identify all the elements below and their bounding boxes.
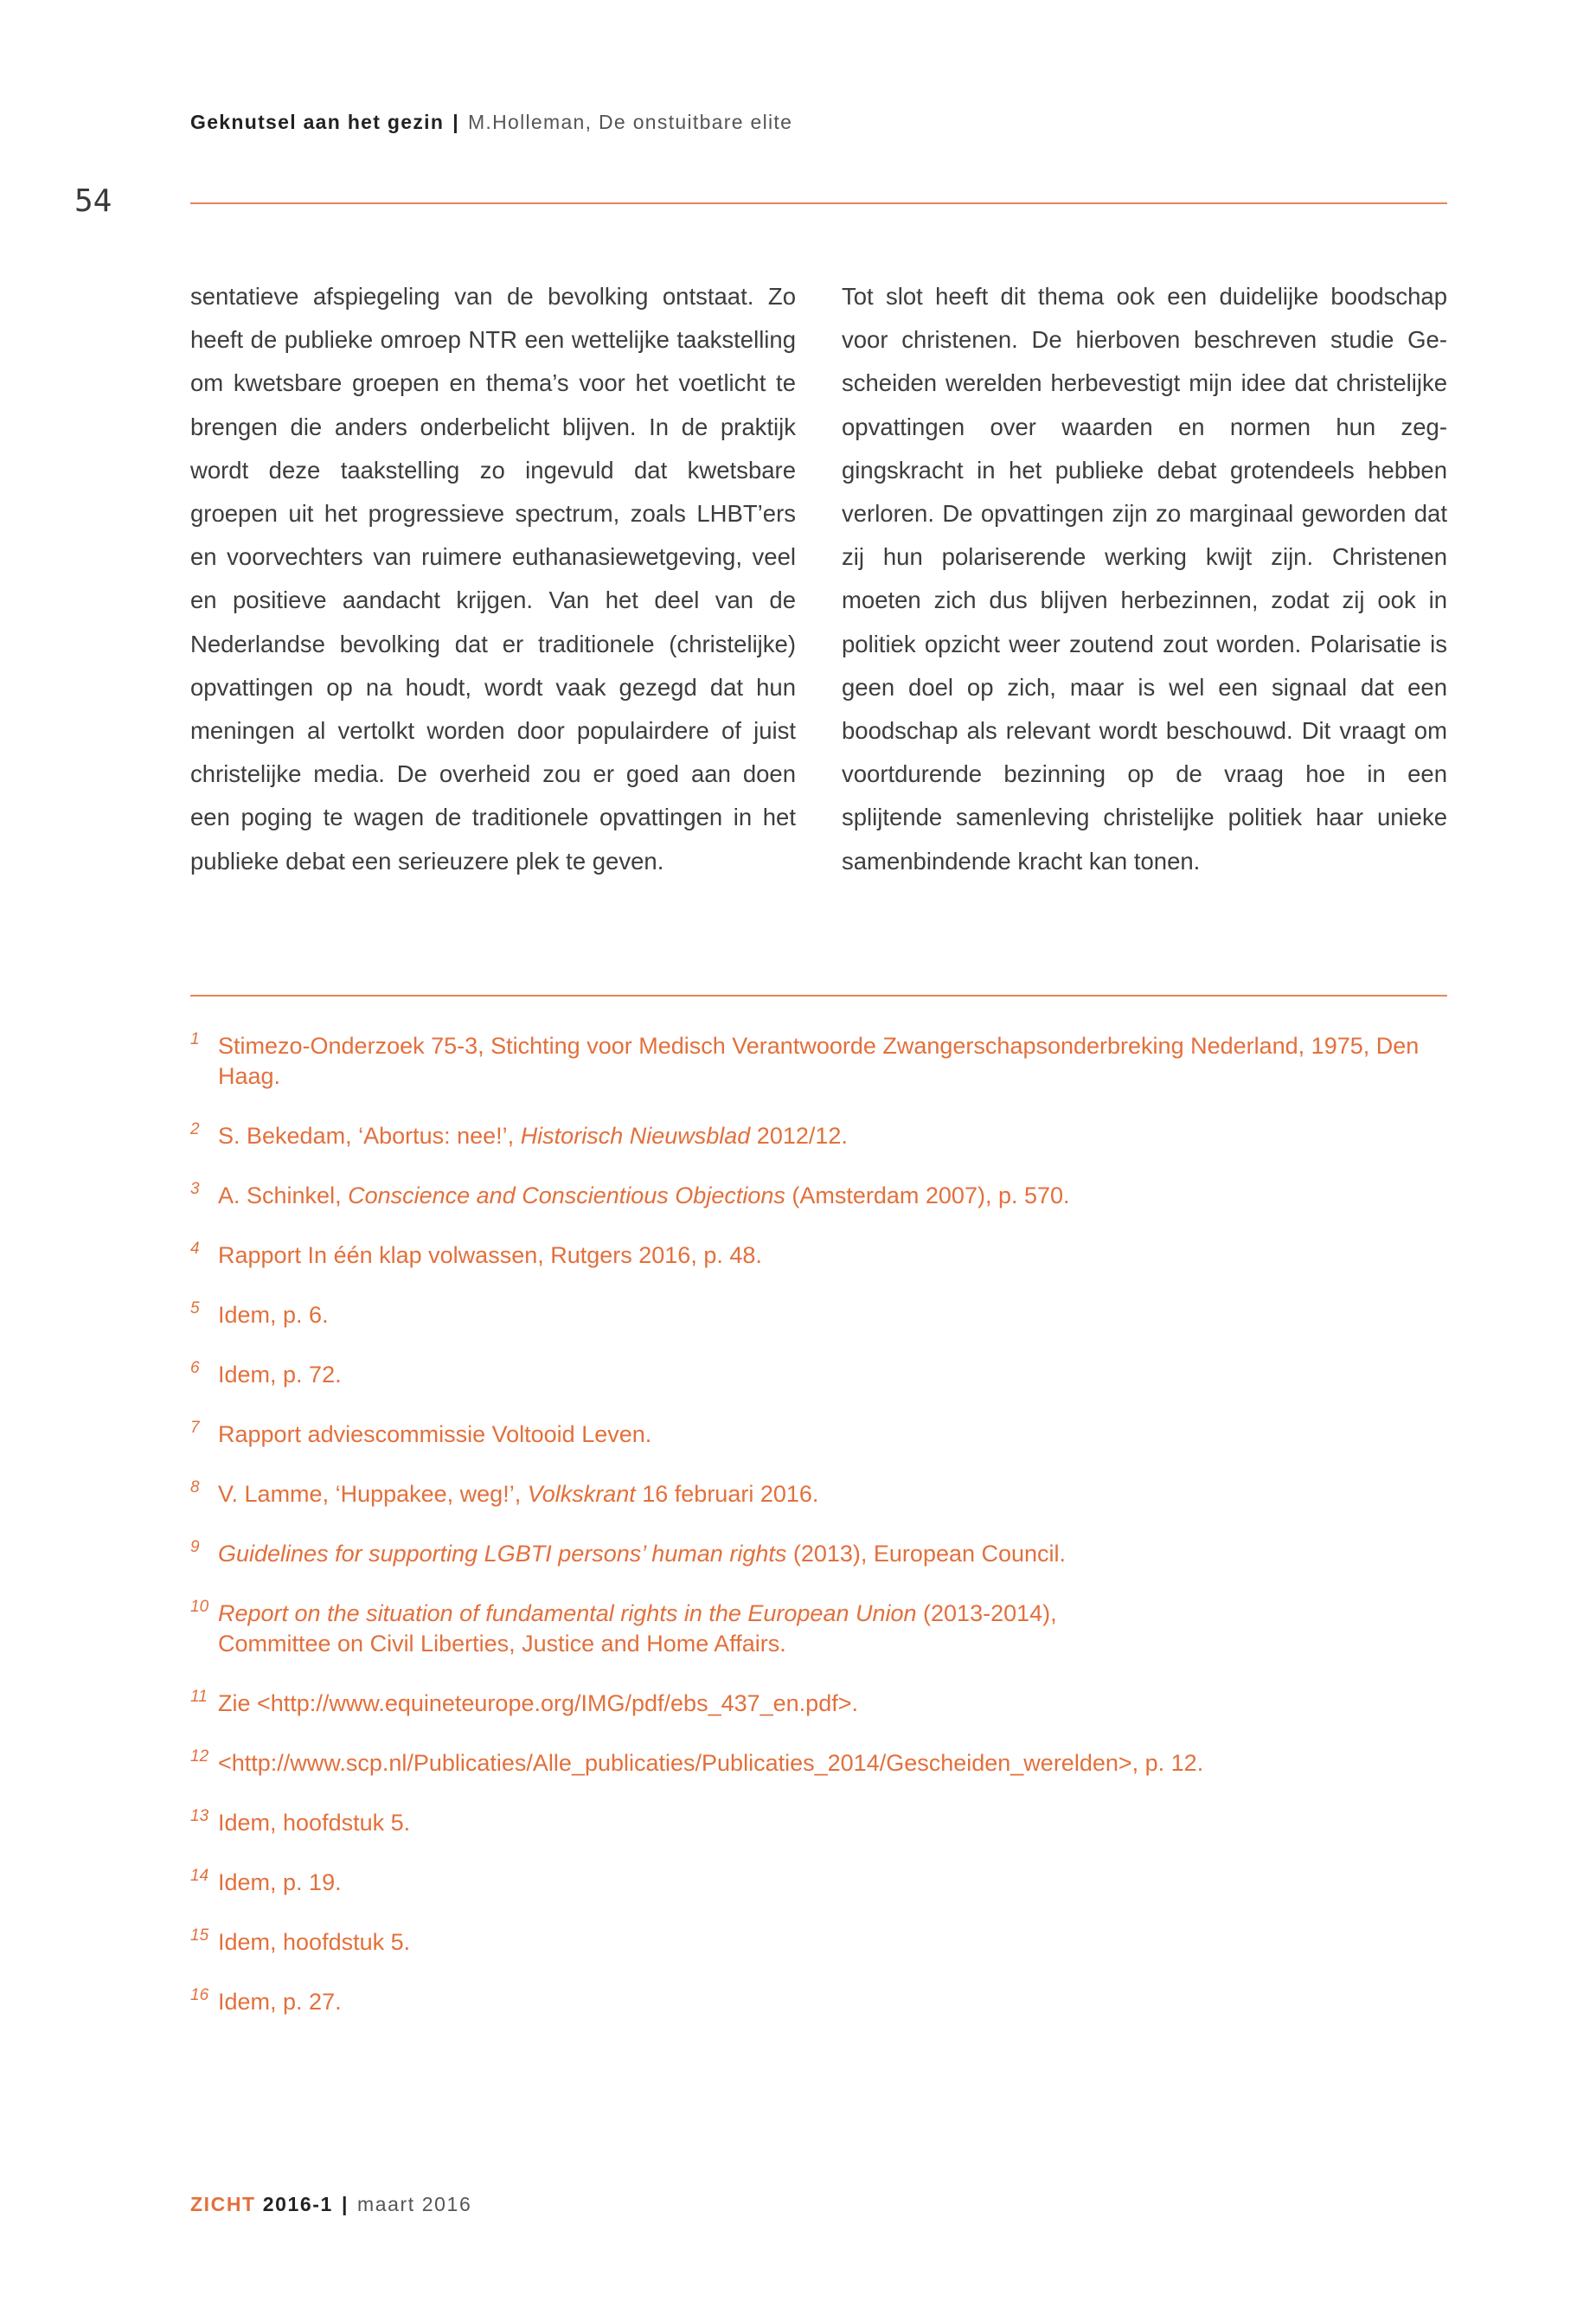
footnote-number: 9 — [190, 1538, 200, 1556]
footnote-title: Volkskrant — [527, 1481, 636, 1507]
footnote-text: S. Bekedam, ‘Abortus: nee!’, — [218, 1123, 521, 1149]
footnote-number: 8 — [190, 1478, 200, 1497]
footnote-item — [190, 1987, 1447, 2017]
footnote-number: 5 — [190, 1299, 200, 1317]
footnote-text: Idem, hoofdstuk 5. — [218, 1929, 411, 1955]
footnote-number: 15 — [190, 1926, 209, 1945]
footnote-text: Idem, p. 27. — [218, 1989, 342, 2015]
footnote-text-end: 16 februari 2016. — [635, 1481, 819, 1507]
footnote-list — [190, 1031, 1447, 2047]
footnote-text: Rapport In één klap volwassen, Rutgers 2016, p. 48. — [218, 1242, 762, 1268]
footnote-item — [190, 1181, 1447, 1211]
footnote-title: Guidelines for supporting LGBTI persons’ human rights — [218, 1541, 787, 1567]
body-column-right — [842, 275, 1447, 883]
footer-magazine-name: ZICHT — [190, 2193, 256, 2215]
footnote-number: 6 — [190, 1359, 200, 1377]
footnote-number: 7 — [190, 1419, 200, 1437]
header-divider — [190, 202, 1447, 204]
running-header — [190, 111, 792, 134]
footnote-text: Zie <http://www.equineteurope.org/IMG/pdf/ebs_437_en.pdf>. — [218, 1690, 858, 1716]
footnote-number: 12 — [190, 1747, 209, 1766]
footnote-number: 1 — [190, 1030, 200, 1048]
header-separator: | — [452, 111, 459, 133]
header-book-title: Geknutsel aan het gezin — [190, 111, 445, 133]
footnote-item — [190, 1420, 1447, 1450]
footnote-item — [190, 1927, 1447, 1958]
footnote-title: Historisch Nieuwsblad — [520, 1123, 751, 1149]
footnote-number: 10 — [190, 1598, 209, 1616]
footnote-title: Report on the situation of fundamental rights in the European Union — [218, 1600, 917, 1626]
footnote-item — [190, 1121, 1447, 1151]
footnote-number: 16 — [190, 1986, 209, 2004]
footnote-text-end: (Amsterdam 2007), p. 570. — [785, 1183, 1070, 1208]
footer-separator: | — [341, 2193, 349, 2215]
footnote-number: 11 — [190, 1688, 208, 1706]
footnote-item — [190, 1868, 1447, 1898]
footnote-text-end: (2013-2014), — [916, 1600, 1057, 1626]
body-column-left — [190, 275, 796, 883]
footnote-number: 14 — [190, 1867, 209, 1885]
footer-date: maart 2016 — [356, 2193, 472, 2215]
footnote-item — [190, 1300, 1447, 1330]
footnote-text-end: 2012/12. — [750, 1123, 848, 1149]
footnote-item — [190, 1748, 1447, 1779]
footnote-text: Idem, p. 19. — [218, 1869, 342, 1895]
running-footer — [190, 2193, 471, 2216]
footnote-item — [190, 1240, 1447, 1271]
footnote-text: V. Lamme, ‘Huppakee, weg!’, — [218, 1481, 528, 1507]
footnote-item — [190, 1031, 1447, 1092]
footnote-item — [190, 1808, 1447, 1838]
footnote-number: 13 — [190, 1807, 209, 1825]
footnote-number: 4 — [190, 1240, 200, 1258]
body-paragraph-right: Tot slot heeft dit thema ook een duidelijke boodschap voor christenen. De hierboven beschreven studie Gescheiden werelden herbevestigt mijn idee dat christelijke opvattingen over waarden en normen hun zeggingskracht in het publieke debat grotendeels hebben verloren. De opvattingen zijn zo marginaal geworden dat zij hun polariserende werking kwijt zijn. Christenen moeten zich dus blijven herbezinnen, zodat zij ook in politiek opzicht weer zoutend zout worden. Polarisatie is geen doel op zich, maar is wel een signaal dat een boodschap als relevant wordt beschouwd. Dit vraagt om voortdurende bezinning op de vraag hoe in een splijtende samenleving christelijke politiek haar unieke samenbindende kracht kan tonen. — [842, 283, 1447, 875]
footnote-text: Stimezo-Onderzoek 75-3, Stichting voor Medisch Verantwoorde Zwangerschapsonderbreking Nederland, 1975, Den Haag. — [218, 1033, 1420, 1089]
footnote-number: 3 — [190, 1180, 200, 1198]
footnote-text: Rapport adviescommissie Voltooid Leven. — [218, 1421, 652, 1447]
footnote-text-end: (2013), European Council. — [786, 1541, 1067, 1567]
footnote-item — [190, 1360, 1447, 1390]
footer-issue: 2016-1 — [262, 2193, 333, 2215]
footnote-divider — [190, 995, 1447, 997]
footnote-title: Conscience and Conscientious Objections — [348, 1183, 785, 1208]
footnote-text: Idem, p. 6. — [218, 1302, 329, 1328]
footnote-text-line2: Committee on Civil Liberties, Justice and Home Affairs. — [218, 1631, 786, 1657]
footnote-text: Idem, p. 72. — [218, 1362, 342, 1388]
footnote-text: <http://www.scp.nl/Publicaties/Alle_publicaties/Publicaties_2014/Gescheiden_werelden>, p. 12. — [218, 1750, 1204, 1776]
footnote-item — [190, 1599, 1447, 1659]
body-paragraph-left: sentatieve afspiegeling van de bevolking ontstaat. Zo heeft de publieke omroep NTR een wettelijke taakstelling om kwetsbare groepen en thema’s voor het voetlicht te brengen die anders onderbelicht blijven. In de praktijk wordt deze taakstelling zo ingevuld dat kwetsbare groepen uit het progressieve spectrum, zoals LHBT’ers en voorvechters van ruimere euthanasiewetgeving, veel en positieve aandacht krijgen. Van het deel van de Nederlandse bevolking dat er traditionele (christelijke) opvattingen op na houdt, wordt vaak gezegd dat hun meningen al vertolkt worden door populairdere of juist christelijke media. De overheid zou er goed aan doen een poging te wagen de traditionele opvattingen in het publieke debat een serieuzere plek te geven. — [190, 283, 796, 875]
footnote-text: A. Schinkel, — [218, 1183, 349, 1208]
page-number: 54 — [74, 183, 112, 219]
header-byline: M.Holleman, De onstuitbare elite — [467, 111, 793, 133]
footnote-item — [190, 1689, 1447, 1719]
footnote-item — [190, 1539, 1447, 1569]
footnote-item — [190, 1479, 1447, 1509]
footnote-number: 2 — [190, 1120, 200, 1138]
footnote-text: Idem, hoofdstuk 5. — [218, 1810, 411, 1836]
